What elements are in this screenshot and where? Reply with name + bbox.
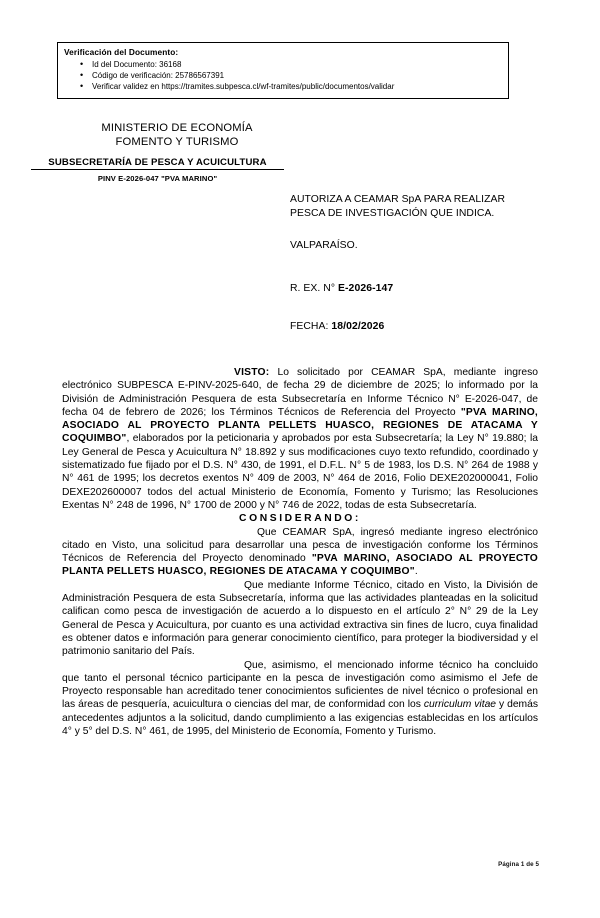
visto-paragraph <box>62 366 538 512</box>
page-footer: Página 1 de 5 <box>498 861 539 868</box>
ministry-line-1: MINISTERIO DE ECONOMÍA <box>101 122 253 134</box>
resolution-number <box>290 283 393 294</box>
verification-item-url: • Verificar validez en https://tramites.subpesca.cl/wf-tramites/public/documentos/validar <box>92 81 502 92</box>
resolution-number-label: R. EX. N° <box>290 283 338 294</box>
document-body <box>62 366 538 738</box>
visto-project-name: "PVA MARINO, ASOCIADO AL PROYECTO PLANTA PELLETS HUASCO, REGIONES DE ATACAMA Y COQUIMBO" <box>62 406 538 445</box>
verification-list <box>64 59 502 93</box>
considerando-heading: CONSIDERANDO: <box>239 513 361 525</box>
visto-part-1: Lo solicitado por CEAMAR SpA, mediante ingreso electrónico SUBPESCA E-PINV-2025-640, de fecha 29 de diciembre de 2025; lo informado por la División de Administración Pesquera de esta Subsecretaría en Informe Técnico N° E-2026-047, de fecha 04 de febrero de 2026; los Términos Técnicos de Referencia del Proyecto <box>62 367 538 418</box>
resolution-number-value: E-2026-147 <box>337 283 394 294</box>
resolution-city: VALPARAÍSO. <box>290 240 358 251</box>
ministry-heading <box>62 122 292 149</box>
resolution-subject: AUTORIZA A CEAMAR SpA PARA REALIZAR PESCA DE INVESTIGACIÓN QUE INDICA. <box>290 194 506 219</box>
visto-heading: VISTO: <box>234 367 270 378</box>
ministry-line-2: FOMENTO Y TURISMO <box>115 135 239 148</box>
visto-part-2: , elaborados por la peticionaria y aprobados por esta Subsecretaría; la Ley N° 19.880; la Ley General de Pesca y Acuicultura N° 18.892 y sus modificaciones cuyo texto refundido, coordinado y sistematizado fue fijado por el D.S. N° 430, de 1991, el D.F.L. N° 5 de 1983, los D.S. N° 264 de 1988 y N° 461 de 1995; los decretos exentos N° 409 de 2003, N° 464 de 2016, Folio DEXE202000041, Folio DEXE202600007 todos del actual Ministerio de Economía, Fomento y Turismo; las Resoluciones Exentas N° 248 de 1996, N° 1700 de 2000 y N° 746 de 2022, todas de esta Subsecretaría. <box>62 433 538 511</box>
verification-box <box>57 42 509 99</box>
pinv-code: PINV E-2026-047 "PVA MARINO" <box>97 174 218 183</box>
considerando-p3-part-2: y demás antecedentes adjuntos a la solicitud, dando cumplimiento a las exigencias establecidas en los artículos 4° y 5° del D.S. N° 461, de 1995, del Ministerio de Economía, Fomento y Turismo. <box>62 699 538 738</box>
verification-item-document-id: • Id del Documento: 36168 <box>92 59 502 70</box>
considerando-p3-part-1: Que, asimismo, el mencionado informe técnico ha concluido que tanto el personal técnico participante en la pesca de investigación como asimismo el Jefe de Proyecto responsable han acreditado tener conocimientos suficientes de nivel técnico o profesional en las áreas de pesquería, acuicultura o ciencias del mar, de conformidad con los <box>62 659 538 711</box>
verification-item-code: • Código de verificación: 25786567391 <box>92 70 502 81</box>
considerando-paragraph-2: Que mediante Informe Técnico, citado en Visto, la División de Administración Pesquera de esta Subsecretaría, informa que las actividades planteadas en la solicitud califican como pesca de investigación de acuerdo a lo dispuesto en el artículo 2° N° 29 de la Ley General de Pesca y Acuicultura, por cuanto es una actividad extractiva sin fines de lucro, cuya finalidad es obtener datos e información para generar conocimiento científico, para proteger la biodiversidad y el patrimonio sanitario del País. <box>62 579 538 658</box>
verification-title: Verificación del Documento: <box>64 47 179 57</box>
resolution-date <box>290 321 384 332</box>
considerando-paragraph-1 <box>62 526 538 579</box>
considerando-paragraph-3 <box>62 659 538 739</box>
resolution-date-label: FECHA: <box>290 321 332 332</box>
subsecretaria-heading: SUBSECRETARÍA DE PESCA Y ACUICULTURA <box>31 157 284 170</box>
considerando-p1-part-2: . <box>414 566 418 578</box>
considerando-p1-part-1: Que CEAMAR SpA, ingresó mediante ingreso electrónico citado en Visto, una solicitud para desarrollar una pesca de investigación conforme los Términos Técnicos de Referencia del Proyecto denominado <box>62 526 538 565</box>
considerando-p1-project-name: "PVA MARINO, ASOCIADO AL PROYECTO PLANTA PELLETS HUASCO, REGIONES DE ATACAMA Y COQUIMBO" <box>62 553 539 578</box>
resolution-date-value: 18/02/2026 <box>331 321 385 332</box>
considerando-p3-italic: curriculum vitae <box>423 699 497 711</box>
